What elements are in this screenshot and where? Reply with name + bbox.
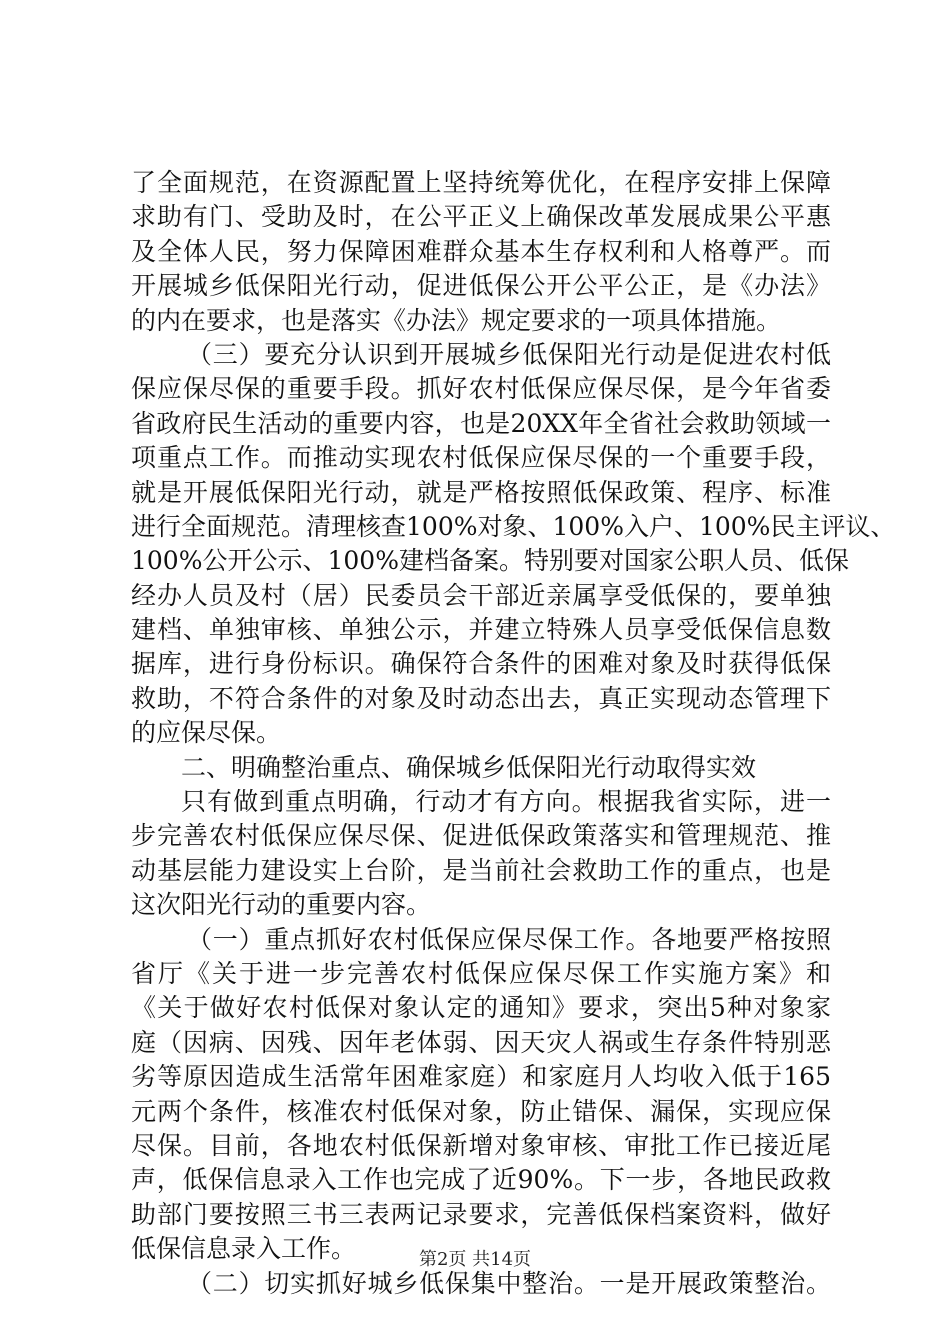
text-line: （三）要充分认识到开展城乡低保阳光行动是促进农村低	[187, 339, 831, 369]
text-line: 求助有门、受助及时，在公平正义上确保改革发展成果公平惠	[131, 202, 831, 232]
text-line: 声，低保信息录入工作也完成了近90%。下一步，各地民政救	[131, 1165, 831, 1195]
text-line: 据库，进行身份标识。确保符合条件的困难对象及时获得低保	[131, 649, 831, 679]
text-line: 尽保。目前，各地农村低保新增对象审核、审批工作已接近尾	[131, 1130, 831, 1160]
text-line: 劣等原因造成生活常年困难家庭）和家庭月人均收入低于165	[131, 1062, 831, 1092]
text-line: 省政府民生活动的重要内容，也是20XX年全省社会救助领域一	[131, 408, 831, 438]
text-line: 项重点工作。而推动实现农村低保应保尽保的一个重要手段，	[131, 443, 831, 473]
text-line: 就是开展低保阳光行动，就是严格按照低保政策、程序、标准	[131, 477, 831, 507]
text-line: 及全体人民，努力保障困难群众基本生存权利和人格尊严。而	[131, 236, 831, 266]
text-line: （二）切实抓好城乡低保集中整治。一是开展政策整治。	[187, 1268, 831, 1298]
text-line: 低保信息录入工作。	[131, 1234, 357, 1264]
text-line: 省厅《关于进一步完善农村低保应保尽保工作实施方案》和	[131, 958, 831, 988]
text-line: （一）重点抓好农村低保应保尽保工作。各地要严格按照	[187, 924, 831, 954]
text-line: 开展城乡低保阳光行动，促进低保公开公平公正，是《办法》	[131, 271, 831, 301]
text-line: 助部门要按照三书三表两记录要求，完善低保档案资料，做好	[131, 1199, 831, 1229]
text-line: 经办人员及村（居）民委员会干部近亲属享受低保的，要单独	[131, 580, 831, 610]
text-line: 元两个条件，核准农村低保对象，防止错保、漏保，实现应保	[131, 1096, 831, 1126]
text-line: 步完善农村低保应保尽保、促进低保政策落实和管理规范、推	[131, 821, 831, 851]
text-line: 保应保尽保的重要手段。抓好农村低保应保尽保，是今年省委	[131, 374, 831, 404]
page-footer: 第2页 共14页	[418, 1249, 532, 1270]
text-line: 建档、单独审核、单独公示，并建立特殊人员享受低保信息数	[131, 615, 831, 645]
text-line: 《关于做好农村低保对象认定的通知》要求，突出5种对象家	[131, 993, 831, 1023]
text-line: 了全面规范，在资源配置上坚持统筹优化，在程序安排上保障	[131, 168, 831, 197]
text-line: 这次阳光行动的重要内容。	[131, 890, 432, 920]
text-line: 的内在要求，也是落实《办法》规定要求的一项具体措施。	[131, 305, 782, 335]
text-line: 救助，不符合条件的对象及时动态出去，真正实现动态管理下	[131, 683, 831, 713]
text-line: 庭（因病、因残、因年老体弱、因天灾人祸或生存条件特别恶	[131, 1027, 831, 1057]
text-line: 动基层能力建设实上台阶，是当前社会救助工作的重点，也是	[131, 855, 831, 885]
text-line: 进行全面规范。清理核查100%对象、100%入户、100%民主评议、	[131, 511, 896, 541]
text-line: 只有做到重点明确，行动才有方向。根据我省实际，进一	[181, 787, 831, 817]
text-line: 的应保尽保。	[131, 718, 282, 748]
text-line: 二、明确整治重点、确保城乡低保阳光行动取得实效	[181, 752, 757, 782]
document-body	[131, 166, 896, 1301]
text-line: 100%公开公示、100%建档备案。特别要对国家公职人员、低保	[131, 546, 849, 576]
